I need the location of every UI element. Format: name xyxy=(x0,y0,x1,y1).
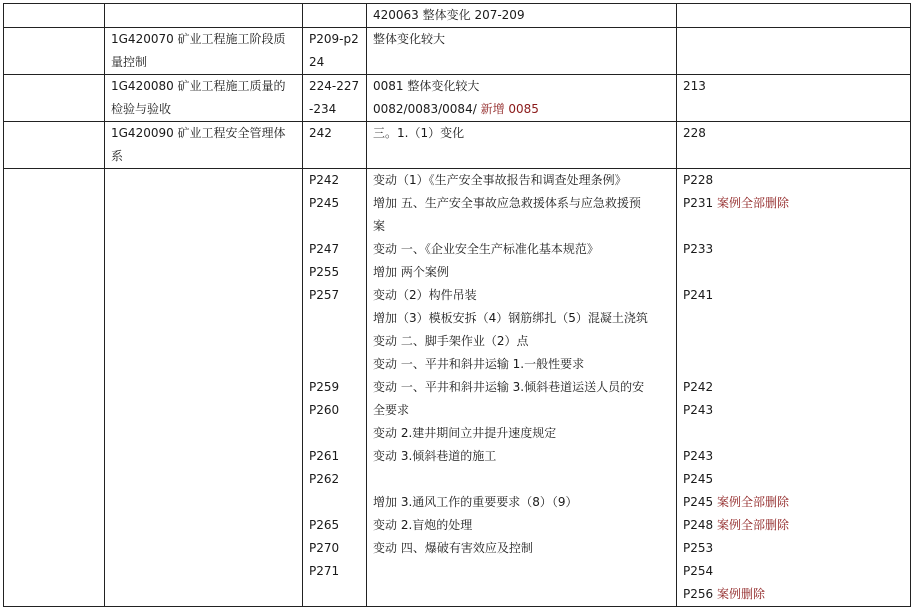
change-line: 变动 一、《企业安全生产标准化基本规范》 xyxy=(373,242,599,256)
cell xyxy=(105,169,303,607)
page-number: P245 xyxy=(309,196,340,210)
reference-line xyxy=(683,215,904,238)
page-range: 242 xyxy=(303,122,367,169)
cell xyxy=(105,4,303,28)
cell xyxy=(4,4,105,28)
old-page: P241 xyxy=(683,288,714,302)
reference-line xyxy=(683,261,904,284)
reference-line xyxy=(683,583,904,606)
change-line: 增加 五、生产安全事故应急救援体系与应急救援预 xyxy=(373,196,641,210)
old-page: P243 xyxy=(683,449,714,463)
table-row xyxy=(4,4,911,28)
cell xyxy=(4,122,105,169)
deletion-note: 案例全部删除 xyxy=(716,518,789,532)
page-column xyxy=(303,169,367,607)
page-number xyxy=(309,491,360,514)
old-page: P245 xyxy=(683,495,714,509)
reference-line xyxy=(683,399,904,422)
change-column xyxy=(367,169,677,607)
section-title: 1G420090 矿业工程安全管理体系 xyxy=(105,122,303,169)
old-page: P253 xyxy=(683,541,714,555)
old-page: 213 xyxy=(677,75,911,122)
added-text: 新增 0085 xyxy=(480,102,539,116)
old-page: P248 xyxy=(683,518,714,532)
old-page: P233 xyxy=(683,242,714,256)
cell: 420063 整体变化 207-209 xyxy=(367,4,677,28)
table-row xyxy=(4,169,911,607)
page-number xyxy=(309,215,360,238)
deletion-note: 案例全部删除 xyxy=(716,196,789,210)
old-page: P245 xyxy=(683,472,714,486)
page-number xyxy=(309,422,360,445)
reference-line xyxy=(683,514,904,537)
reference-line xyxy=(683,445,904,468)
deletion-note: 案例全部删除 xyxy=(716,495,789,509)
reference-line xyxy=(683,560,904,583)
old-page: P256 xyxy=(683,587,714,601)
reference-line xyxy=(683,376,904,399)
page-number: P270 xyxy=(309,541,340,555)
change-note: 三。1.（1）变化 xyxy=(367,122,677,169)
change-line xyxy=(373,98,670,121)
page-number: P271 xyxy=(309,564,340,578)
cell xyxy=(4,75,105,122)
page-number: P257 xyxy=(309,288,340,302)
reference-line xyxy=(683,169,904,192)
page-range: 224-227-234 xyxy=(303,75,367,122)
page-number: P265 xyxy=(309,518,340,532)
change-line: 变动 3.倾斜巷道的施工 xyxy=(373,449,497,463)
page-number: P262 xyxy=(309,472,340,486)
reference-line xyxy=(683,353,904,376)
section-title: 1G420080 矿业工程施工质量的检验与验收 xyxy=(105,75,303,122)
reference-line xyxy=(683,284,904,307)
deletion-note: 案例删除 xyxy=(716,587,765,601)
section-title: 1G420070 矿业工程施工阶段质量控制 xyxy=(105,28,303,75)
cell xyxy=(677,28,911,75)
cell xyxy=(4,169,105,607)
table-row xyxy=(4,122,911,169)
change-line: 增加 两个案例 xyxy=(373,265,449,279)
change-line: 全要求 xyxy=(373,403,410,417)
reference-line xyxy=(683,537,904,560)
page-range: P209-p224 xyxy=(303,28,367,75)
change-text: 0082/0083/0084/ xyxy=(373,102,477,116)
reference-line xyxy=(683,330,904,353)
old-page: P243 xyxy=(683,403,714,417)
change-line xyxy=(373,468,670,491)
page-number xyxy=(309,353,360,376)
change-note xyxy=(367,75,677,122)
page-number: P242 xyxy=(309,173,340,187)
old-page: P231 xyxy=(683,196,714,210)
reference-line xyxy=(683,192,904,215)
old-page: P242 xyxy=(683,380,714,394)
page-number: P247 xyxy=(309,242,340,256)
change-note: 整体变化较大 xyxy=(367,28,677,75)
change-line: 变动 二、脚手架作业（2）点 xyxy=(373,334,529,348)
reference-line xyxy=(683,238,904,261)
change-line: 变动（1）《生产安全事故报告和调查处理条例》 xyxy=(373,173,627,187)
cell xyxy=(677,4,911,28)
change-line: 变动 2.盲炮的处理 xyxy=(373,518,473,532)
change-line: 0081 整体变化较大 xyxy=(373,79,480,93)
cell xyxy=(303,4,367,28)
reference-line xyxy=(683,468,904,491)
page-number: P259 xyxy=(309,380,340,394)
change-line xyxy=(373,560,670,583)
old-page: 228 xyxy=(677,122,911,169)
change-line: 变动 2.建井期间立井提升速度规定 xyxy=(373,426,557,440)
old-page: P254 xyxy=(683,564,714,578)
reference-line xyxy=(683,422,904,445)
change-line: 变动 四、爆破有害效应及控制 xyxy=(373,541,533,555)
table-row xyxy=(4,75,911,122)
reference-line xyxy=(683,491,904,514)
change-line: 变动（2）构件吊装 xyxy=(373,288,477,302)
page-number: P261 xyxy=(309,449,340,463)
change-line: 变动 一、平井和斜井运输 3.倾斜巷道运送人员的安 xyxy=(373,380,645,394)
change-table xyxy=(3,3,911,607)
change-line: 增加（3）模板安拆（4）钢筋绑扎（5）混凝土浇筑 xyxy=(373,311,648,325)
change-line: 增加 3.通风工作的重要要求（8）（9） xyxy=(373,495,578,509)
page-number: P260 xyxy=(309,403,340,417)
page-number: P255 xyxy=(309,265,340,279)
page-number xyxy=(309,307,360,330)
change-line: 变动 一、平井和斜井运输 1.一般性要求 xyxy=(373,357,585,371)
page-number xyxy=(309,583,360,606)
old-page: P228 xyxy=(683,173,714,187)
change-line xyxy=(373,583,670,606)
page-number xyxy=(309,330,360,353)
change-line: 案 xyxy=(373,219,386,233)
cell xyxy=(4,28,105,75)
table-row xyxy=(4,28,911,75)
reference-column xyxy=(677,169,911,607)
reference-line xyxy=(683,307,904,330)
